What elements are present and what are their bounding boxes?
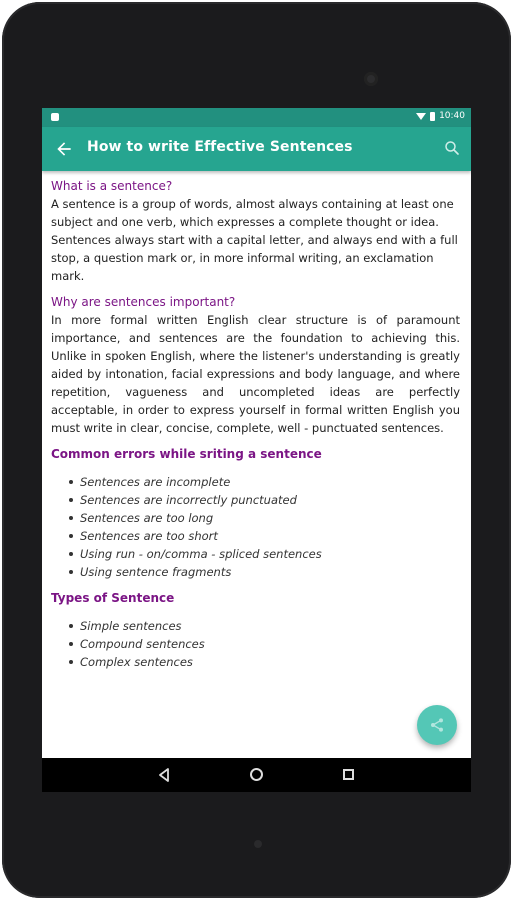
status-time: 10:40 — [439, 111, 465, 121]
notification-icon — [51, 113, 59, 121]
status-indicators — [416, 111, 465, 121]
list-item: Complex sentences — [69, 653, 460, 671]
list-item: Using sentence fragments — [69, 563, 460, 581]
section-heading: Why are sentences important? — [51, 295, 236, 309]
wifi-icon — [416, 113, 426, 120]
list-item: Sentences are too short — [69, 527, 460, 545]
list-item: Simple sentences — [69, 617, 460, 635]
section-heading: Common errors while sriting a sentence — [51, 447, 322, 461]
share-icon — [429, 717, 445, 733]
list-item: Using run - on/comma - spliced sentences — [69, 545, 460, 563]
nav-home-icon[interactable] — [250, 768, 263, 781]
share-button[interactable] — [417, 705, 457, 745]
front-camera — [364, 72, 378, 86]
nav-back-icon[interactable] — [157, 768, 171, 782]
errors-list — [69, 473, 460, 581]
list-item: Compound sentences — [69, 635, 460, 653]
screen — [42, 108, 471, 792]
sensor-dot — [254, 840, 262, 848]
page-title: How to write Effective Sentences — [87, 139, 353, 155]
list-item: Sentences are incomplete — [69, 473, 460, 491]
system-nav-bar — [42, 758, 471, 792]
types-list — [69, 617, 460, 671]
nav-recents-icon[interactable] — [343, 769, 354, 780]
article-content — [42, 171, 471, 758]
section-paragraph: A sentence is a group of words, almost always containing at least one subject and one verb, which expresses a complete thought or idea. Sentences always start with a capital letter, and always end with a full stop, a question mark or, in more informal writing, an exclamation mark. — [51, 197, 458, 283]
app-bar — [42, 127, 471, 171]
list-item: Sentences are too long — [69, 509, 460, 527]
arrow-back-icon[interactable] — [54, 139, 74, 159]
status-bar — [42, 108, 471, 127]
battery-icon — [430, 112, 435, 121]
section-paragraph: In more formal written English clear structure is of paramount importance, and sentences are the foundation to achieving this. Unlike in spoken English, where the listener's understanding is greatly aided by intonation, facial expressions and body language, and where repetition, vagueness and uncompleted ideas are perfectly acceptable, in order to express yourself in formal written English you must write in clear, concise, complete, well - punctuated sentences. — [51, 313, 460, 435]
section-heading: Types of Sentence — [51, 591, 175, 605]
section-heading: What is a sentence? — [51, 179, 173, 193]
search-icon[interactable] — [443, 139, 461, 157]
list-item: Sentences are incorrectly punctuated — [69, 491, 460, 509]
